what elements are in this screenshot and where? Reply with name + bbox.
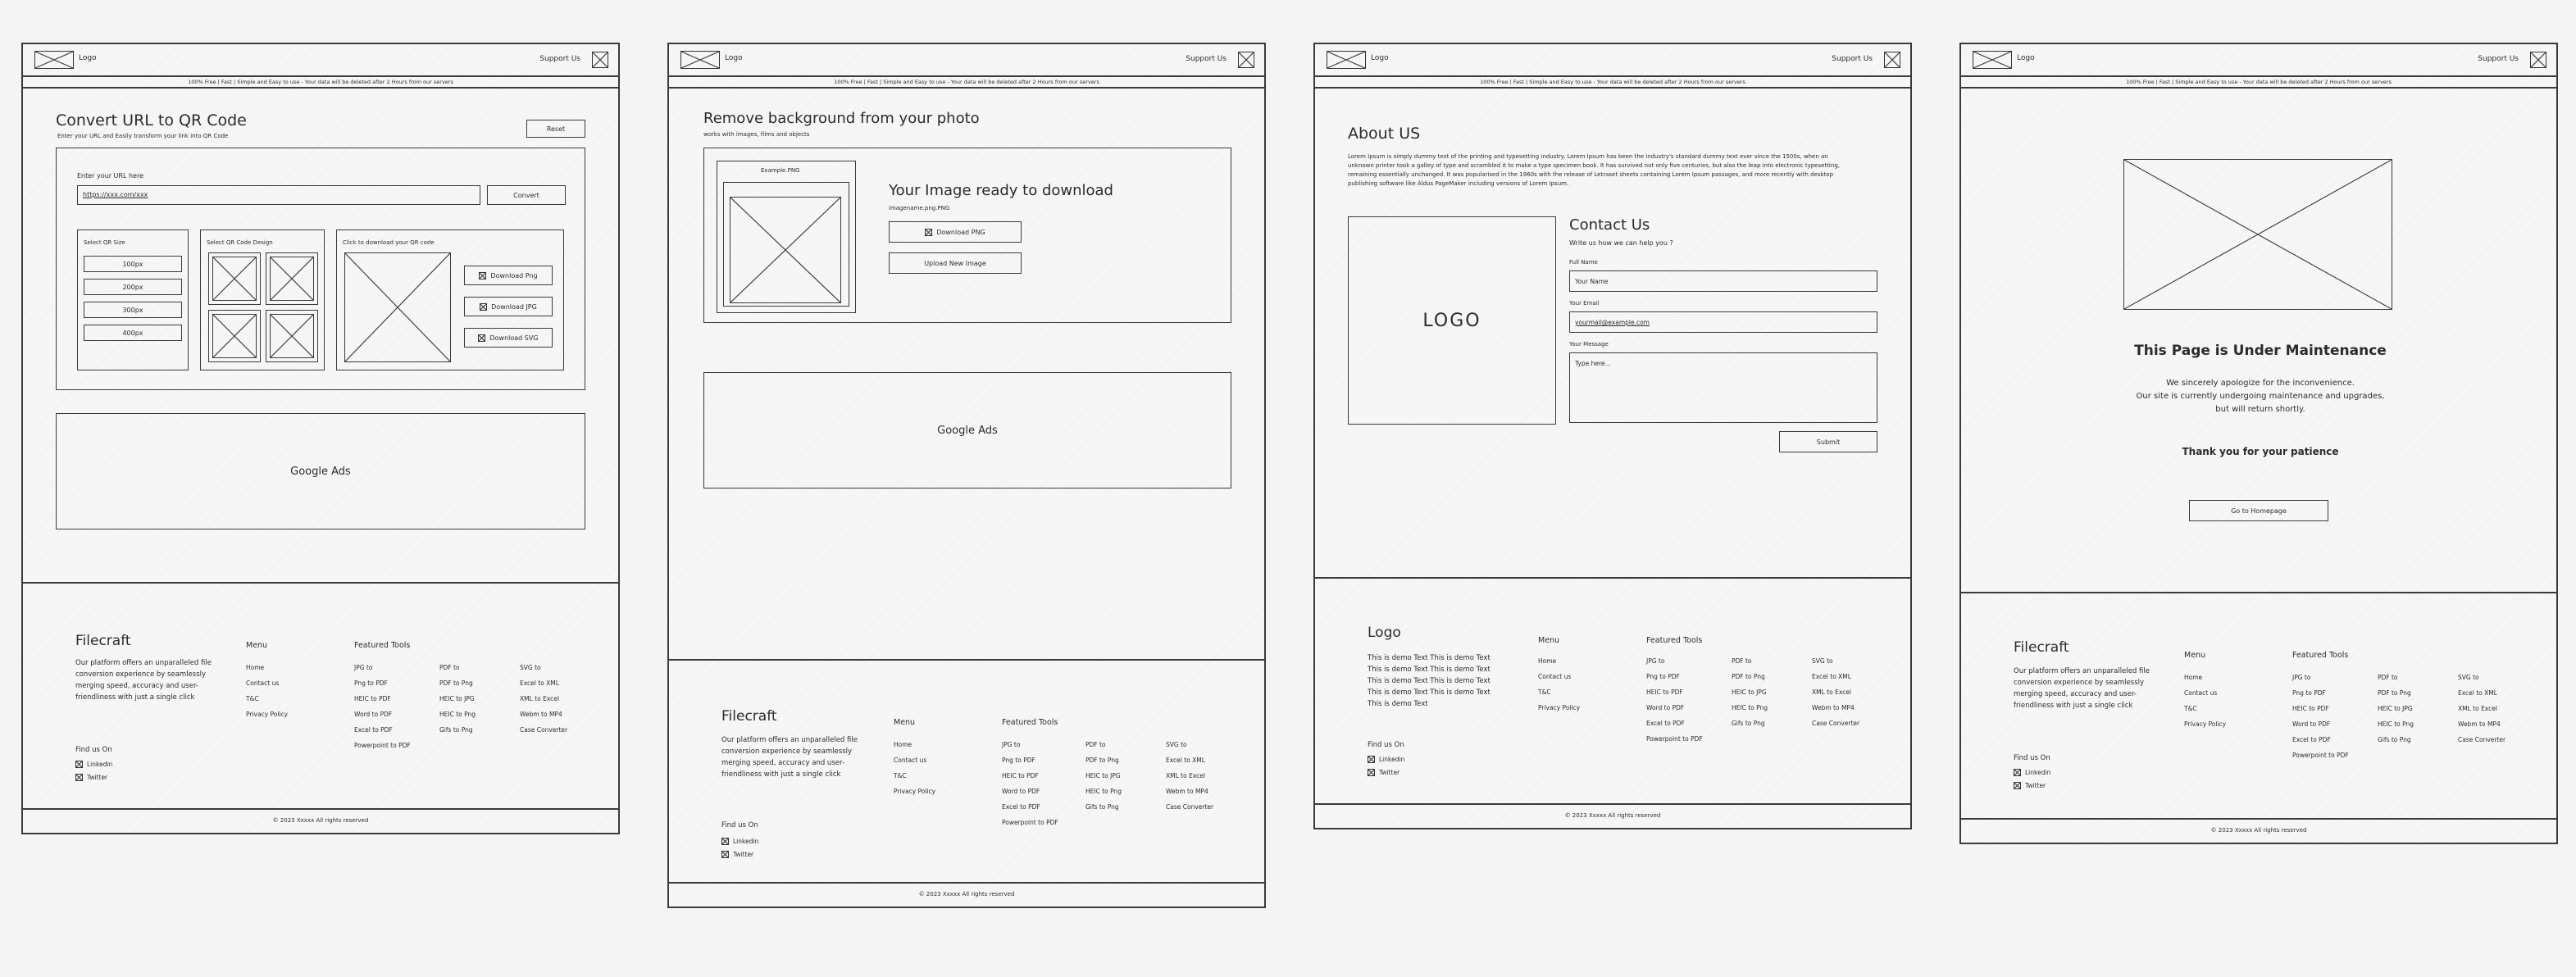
url-input[interactable]: https://xxx.com/xxx — [77, 185, 480, 205]
go-to-homepage-button[interactable]: Go to Homepage — [2189, 500, 2328, 521]
tool-link[interactable]: Gifs to Png — [439, 726, 473, 734]
footer-description: Our platform offers an unparalleled file conversion experience by seamlessly merging speed, accuracy and user-friendliness with just a single click — [2014, 667, 2150, 710]
linkedin-icon — [75, 761, 83, 768]
message-textarea[interactable]: Type here... — [1569, 352, 1877, 423]
page-title: Convert URL to QR Code — [56, 111, 247, 130]
tool-link[interactable]: Png to PDF — [354, 679, 388, 687]
menu-tc[interactable]: T&C — [246, 695, 259, 702]
tool-link[interactable]: Excel to XML — [1166, 757, 1205, 764]
contact-subtitle: Write us how we can help you ? — [1569, 239, 1673, 247]
logo-image-icon[interactable] — [34, 51, 74, 69]
find-us-title: Find us On — [75, 746, 112, 754]
demo-text-line: This is demo Text This is demo Text — [1368, 677, 1491, 685]
top-bar — [669, 44, 1264, 77]
linkedin-link[interactable]: Linkedin — [75, 761, 112, 768]
tool-link[interactable]: HEIC to Png — [1085, 788, 1122, 795]
menu-tc[interactable]: T&C — [894, 772, 907, 779]
menu-contact[interactable]: Contact us — [246, 679, 280, 687]
tool-link[interactable]: PDF to — [439, 664, 460, 671]
tool-link[interactable]: HEIC to Png — [439, 711, 476, 718]
logo-text: Logo — [1371, 54, 1389, 62]
tool-link[interactable]: Powerpoint to PDF — [1646, 735, 1703, 743]
support-us-link[interactable]: Support Us — [1186, 55, 1227, 63]
url-label: Enter your URL here — [77, 172, 143, 179]
tool-link[interactable]: PDF to — [1085, 741, 1106, 748]
demo-text-line: This is demo Text — [1368, 700, 1428, 708]
email-input[interactable]: yourmail@example.com — [1569, 311, 1877, 333]
contact-title: Contact Us — [1569, 216, 1650, 234]
qr-design-title: Select QR Code Design — [207, 239, 273, 246]
page-title: Remove background from your photo — [703, 110, 980, 127]
tool-link[interactable]: JPG to — [1646, 657, 1665, 665]
size-option-200[interactable]: 200px — [84, 279, 182, 295]
tool-link[interactable]: HEIC to JPG — [1085, 772, 1121, 779]
tools-title: Featured Tools — [1646, 636, 1703, 645]
tool-link[interactable]: Case Converter — [520, 726, 568, 734]
logo-text: Logo — [725, 54, 743, 62]
example-label: Example.PNG — [761, 167, 800, 174]
tool-link[interactable]: Excel to XML — [1812, 673, 1851, 680]
qr-preview-image — [344, 252, 451, 362]
twitter-link[interactable]: Twitter — [721, 851, 753, 858]
notice-bar: 100% Free | Fast | Simple and Easy to use - Your data will be deleted after 2 Hours from our servers — [669, 77, 1264, 89]
menu-contact[interactable]: Contact us — [894, 757, 927, 764]
linkedin-icon — [1368, 756, 1375, 763]
tool-link[interactable]: HEIC to PDF — [1002, 772, 1039, 779]
footer-description: Our platform offers an unparalleled file conversion experience by seamlessly merging speed, accuracy and user-friendliness with just a single click — [721, 736, 858, 779]
find-us-title: Find us On — [721, 821, 758, 829]
example-image — [730, 197, 841, 303]
support-us-link[interactable]: Support Us — [2478, 55, 2519, 63]
footer-description: Our platform offers an unparalleled file conversion experience by seamlessly merging speed, accuracy and user-friendliness with just a single click — [75, 659, 212, 702]
menu-title: Menu — [1538, 636, 1560, 645]
menu-home[interactable]: Home — [894, 741, 913, 748]
footer — [23, 582, 618, 808]
logo-image-icon[interactable] — [680, 51, 720, 69]
copyright: © 2023 Xxxxx All rights reserved — [669, 882, 1264, 908]
tools-title: Featured Tools — [2292, 651, 2349, 660]
tool-link[interactable]: HEIC to JPG — [2378, 705, 2413, 712]
page-subtitle: works with images, films and objects — [703, 131, 810, 138]
menu-privacy[interactable]: Privacy Policy — [894, 788, 936, 795]
ready-title: Your Image ready to download — [889, 182, 1113, 199]
maintenance-title: This Page is Under Maintenance — [2134, 343, 2387, 359]
maintenance-line-3: but will return shortly. — [2215, 405, 2305, 414]
menu-home[interactable]: Home — [246, 664, 265, 671]
tool-link[interactable]: Word to PDF — [1002, 788, 1040, 795]
tool-link[interactable]: Powerpoint to PDF — [2292, 752, 2349, 759]
convert-button[interactable]: Convert — [487, 185, 566, 205]
tool-link[interactable]: PDF to — [2378, 674, 2398, 681]
menu-tc[interactable]: T&C — [1538, 688, 1551, 696]
tool-link[interactable]: Excel to XML — [2458, 689, 2497, 697]
tool-link[interactable]: PDF to — [1732, 657, 1752, 665]
copyright: © 2023 Xxxxx All rights reserved — [1961, 818, 2556, 844]
twitter-icon — [2014, 782, 2021, 789]
linkedin-link[interactable]: Linkedin — [2014, 769, 2050, 776]
tool-link[interactable]: Webm to MP4 — [1812, 704, 1855, 711]
footer — [1961, 592, 2556, 818]
close-icon[interactable] — [592, 52, 608, 68]
download-jpg-button[interactable]: Download JPG — [464, 297, 553, 316]
tool-link[interactable]: Excel to PDF — [2292, 736, 2331, 743]
qr-design-option-3[interactable] — [208, 310, 261, 362]
tool-link[interactable]: XML to Excel — [1166, 772, 1205, 779]
download-icon — [478, 334, 485, 342]
close-icon[interactable] — [1884, 52, 1900, 68]
tools-title: Featured Tools — [1002, 718, 1058, 727]
linkedin-link[interactable]: Linkedin — [1368, 756, 1404, 763]
tool-link[interactable]: Excel to XML — [520, 679, 559, 687]
tool-link[interactable]: PDF to Png — [2378, 689, 2411, 697]
tool-link[interactable]: HEIC to PDF — [1646, 688, 1683, 696]
tool-link[interactable]: Powerpoint to PDF — [354, 742, 411, 749]
notice-bar: 100% Free | Fast | Simple and Easy to use - Your data will be deleted after 2 Hours from our servers — [1315, 77, 1910, 89]
tool-link[interactable]: Webm to MP4 — [520, 711, 562, 718]
tool-link[interactable]: Excel to PDF — [1646, 720, 1685, 727]
maintenance-thanks: Thank you for your patience — [2182, 446, 2339, 457]
notice-bar: 100% Free | Fast | Simple and Easy to use - Your data will be deleted after 2 Hours from our servers — [1961, 77, 2556, 89]
footer — [1315, 577, 1910, 803]
menu-title: Menu — [2184, 651, 2206, 660]
message-label: Your Message — [1569, 341, 1609, 348]
tool-link[interactable]: Png to PDF — [1002, 757, 1035, 764]
logo-text: Logo — [79, 54, 97, 62]
maintenance-page-frame — [1959, 43, 2558, 844]
size-option-300[interactable]: 300px — [84, 302, 182, 318]
download-icon — [480, 303, 487, 311]
twitter-icon — [75, 774, 83, 781]
size-option-400[interactable]: 400px — [84, 325, 182, 341]
maintenance-line-1: We sincerely apologize for the inconvenience. — [2166, 379, 2355, 388]
tool-link[interactable]: Excel to PDF — [1002, 803, 1040, 811]
footer — [669, 659, 1264, 882]
copyright: © 2023 Xxxxx All rights reserved — [23, 808, 618, 834]
tool-link[interactable]: JPG to — [2292, 674, 2311, 681]
google-ads: Google Ads — [703, 372, 1231, 489]
file-name: imagename.png.PNG — [889, 205, 950, 211]
menu-privacy[interactable]: Privacy Policy — [1538, 704, 1581, 711]
notice-bar: 100% Free | Fast | Simple and Easy to use - Your data will be deleted after 2 Hours from our servers — [23, 77, 618, 89]
tool-link[interactable]: HEIC to JPG — [439, 695, 475, 702]
tool-link[interactable]: Png to PDF — [2292, 689, 2326, 697]
name-label: Full Name — [1569, 259, 1598, 266]
tool-link[interactable]: HEIC to PDF — [2292, 705, 2329, 712]
demo-text-line: This is demo Text This is demo Text — [1368, 654, 1491, 662]
download-icon — [925, 229, 932, 236]
qr-design-option-4[interactable] — [266, 310, 318, 362]
download-svg-button[interactable]: Download SVG — [464, 328, 553, 348]
tool-link[interactable]: HEIC to Png — [1732, 704, 1768, 711]
logo-placeholder: LOGO — [1422, 310, 1481, 331]
footer-logo: Logo — [1368, 625, 1401, 641]
tool-link[interactable]: Gifs to Png — [1732, 720, 1765, 727]
tool-link[interactable]: Webm to MP4 — [1166, 788, 1208, 795]
close-icon[interactable] — [2530, 52, 2546, 68]
tool-link[interactable]: Case Converter — [1812, 720, 1860, 727]
linkedin-icon — [721, 838, 729, 845]
twitter-link[interactable]: Twitter — [1368, 769, 1400, 776]
copyright: © 2023 Xxxxx All rights reserved — [1315, 803, 1910, 829]
tool-link[interactable]: Word to PDF — [1646, 704, 1685, 711]
close-icon[interactable] — [1238, 52, 1254, 68]
tool-link[interactable]: Word to PDF — [354, 711, 393, 718]
demo-text-line: This is demo Text This is demo Text — [1368, 666, 1491, 674]
tool-link[interactable]: SVG to — [2458, 674, 2479, 681]
footer-brand: Filecraft — [2014, 639, 2069, 656]
footer-brand: Filecraft — [721, 708, 777, 725]
menu-title: Menu — [246, 641, 268, 650]
reset-button[interactable]: Reset — [526, 120, 585, 138]
remove-bg-page-frame — [667, 43, 1266, 908]
tool-link[interactable]: Webm to MP4 — [2458, 720, 2501, 728]
qr-size-panel — [77, 229, 189, 370]
logo-text: Logo — [2017, 54, 2035, 62]
tool-link[interactable]: HEIC to PDF — [354, 695, 391, 702]
tool-link[interactable]: Gifs to Png — [1085, 803, 1119, 811]
twitter-icon — [721, 851, 729, 858]
tool-link[interactable]: Case Converter — [1166, 803, 1214, 811]
tool-link[interactable]: SVG to — [1812, 657, 1833, 665]
submit-button[interactable]: Submit — [1779, 431, 1877, 452]
tool-link[interactable]: Powerpoint to PDF — [1002, 819, 1058, 826]
tool-link[interactable]: Excel to PDF — [354, 726, 393, 734]
logo-image-icon[interactable] — [1973, 51, 2012, 69]
logo-image-icon[interactable] — [1327, 51, 1366, 69]
menu-privacy[interactable]: Privacy Policy — [2184, 720, 2227, 728]
tool-link[interactable]: Png to PDF — [1646, 673, 1680, 680]
top-bar — [1961, 44, 2556, 77]
menu-tc[interactable]: T&C — [2184, 705, 2197, 712]
download-png-button[interactable]: Download PNG — [889, 221, 1022, 243]
contact-page-frame — [1313, 43, 1912, 829]
maintenance-illustration — [2123, 159, 2392, 310]
find-us-title: Find us On — [2014, 754, 2050, 762]
tool-link[interactable]: SVG to — [1166, 741, 1187, 748]
twitter-link[interactable]: Twitter — [75, 774, 107, 781]
size-option-100[interactable]: 100px — [84, 256, 182, 272]
linkedin-icon — [2014, 769, 2021, 776]
demo-text-line: This is demo Text This is demo Text — [1368, 688, 1491, 697]
menu-contact[interactable]: Contact us — [1538, 673, 1572, 680]
tool-link[interactable]: PDF to Png — [439, 679, 473, 687]
download-png-button[interactable]: Download Png — [464, 266, 553, 285]
qr-design-option-2[interactable] — [266, 252, 318, 305]
tool-link[interactable]: HEIC to JPG — [1732, 688, 1767, 696]
tools-title: Featured Tools — [354, 641, 411, 650]
google-ads: Google Ads — [56, 413, 585, 529]
menu-privacy[interactable]: Privacy Policy — [246, 711, 289, 718]
upload-new-image-button[interactable]: Upload New Image — [889, 252, 1022, 274]
tool-link[interactable]: XML to Excel — [2458, 705, 2497, 712]
qr-design-option-1[interactable] — [208, 252, 261, 305]
support-us-link[interactable]: Support Us — [1832, 55, 1873, 63]
menu-home[interactable]: Home — [1538, 657, 1557, 665]
find-us-title: Find us On — [1368, 741, 1404, 749]
tool-link[interactable]: XML to Excel — [1812, 688, 1851, 696]
tool-link[interactable]: Case Converter — [2458, 736, 2506, 743]
qr-page-frame — [21, 43, 620, 834]
qr-download-title: Click to download your QR code — [343, 239, 435, 246]
page-subtitle: Enter your URL and Easily transform your link into QR Code — [57, 133, 229, 139]
twitter-link[interactable]: Twitter — [2014, 782, 2046, 789]
tool-link[interactable]: PDF to Png — [1732, 673, 1765, 680]
name-input[interactable]: Your Name — [1569, 270, 1877, 292]
maintenance-line-2: Our site is currently undergoing maintenance and upgrades, — [2136, 392, 2385, 401]
footer-brand: Filecraft — [75, 633, 131, 649]
tool-link[interactable]: SVG to — [520, 664, 541, 671]
download-icon — [479, 272, 486, 279]
support-us-link[interactable]: Support Us — [539, 55, 580, 63]
tool-link[interactable]: Gifs to Png — [2378, 736, 2411, 743]
qr-size-title: Select QR Size — [84, 239, 125, 246]
tool-link[interactable]: Word to PDF — [2292, 720, 2331, 728]
tool-link[interactable]: XML to Excel — [520, 695, 559, 702]
menu-title: Menu — [894, 718, 916, 727]
tool-link[interactable]: JPG to — [1002, 741, 1021, 748]
logo-panel — [1348, 216, 1556, 425]
twitter-icon — [1368, 769, 1375, 776]
menu-contact[interactable]: Contact us — [2184, 689, 2218, 697]
tool-link[interactable]: JPG to — [354, 664, 373, 671]
top-bar — [23, 44, 618, 77]
about-text: Lorem Ipsum is simply dummy text of the printing and typesetting industry. Lorem Ipsum has been the industry's standard dummy text ever since the 1500s, when an unknown printer took a galley of type and scrambled it to make a type specimen book. It has survived not only five centuries, but also the leap into electronic typesetting, remaining essentially unchanged. It was popularised in the 1960s with the release of Letraset sheets containing Lorem Ipsum passages, and more recently with desktop publishing software like Aldus PageMaker including versions of Lorem Ipsum. — [1348, 153, 1840, 187]
menu-home[interactable]: Home — [2184, 674, 2203, 681]
about-title: About US — [1348, 125, 1421, 143]
linkedin-link[interactable]: Linkedin — [721, 838, 758, 845]
tool-link[interactable]: HEIC to Png — [2378, 720, 2414, 728]
top-bar — [1315, 44, 1910, 77]
tool-link[interactable]: PDF to Png — [1085, 757, 1119, 764]
email-label: Your Email — [1569, 300, 1600, 307]
